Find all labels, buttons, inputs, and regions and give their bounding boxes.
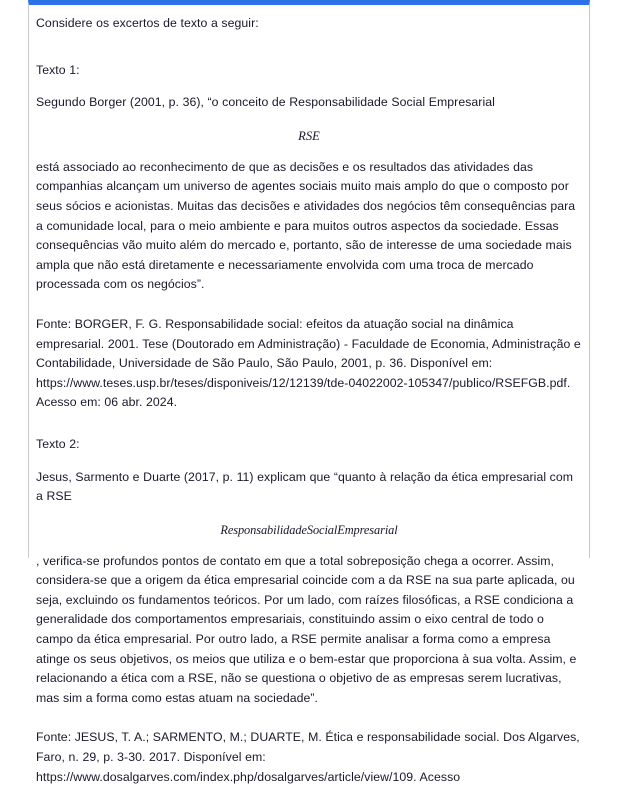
excerpt-1-source: Fonte: BORGER, F. G. Responsabilidade social: efeitos da atuação social na dinâmica empresarial. 2001. Tese (Doutorado em Administração) - Faculdade de Economia, Administração e Contabilidade, Universidade de São Paulo, São Paulo, 2001, p. 36. Disponível em: https://www.teses.usp.br/teses/disponiveis/12/12139/tde-04022002-105347/publico/RSEFGB.pdf. Acesso em: 06 abr. 2024.	[36, 316, 581, 410]
excerpt-2-body: , verifica-se profundos pontos de contato em que a total sobreposição chega a ocorrer. Assim, considera-se que a origem da ética empresarial coincide com a da RSE na sua parte aplicada, ou seja, excluindo os fundamentos teóricos. Por um lado, com raízes filosóficas, a RSE condiciona a generalidade dos comportamentos empresariais, constituindo assim o eixo central de todo o campo da ética empresarial. Por outro lado, a RSE permite analisar a forma como a empresa atinge os seus objetivos, os meios que utiliza e o bem-estar que proporciona à sua volta. Assim, e relacionando a ética com a RSE, não se questiona o objetivo de as empresas serem lucrativas, mas sim a forma como estas atuam na sociedade”.	[36, 553, 577, 705]
excerpt-1-label: Texto 1:	[36, 62, 80, 77]
excerpt-1-body: está associado ao reconhecimento de que as decisões e os resultados das atividades das companhias alcançam um universo de agentes sociais muito mais amplo do que o composto por seus sócios e acionistas. Muitas das decisões e atividades dos negócios têm consequências para a comunidade local, para o meio ambiente e para muitos outros aspectos da sociedade. Essas consequências vão muito além do mercado e, portanto, são de interesse de uma sociedade mais ampla que não está diretamente e necessariamente envolvida com uma troca de mercado processada com os negócios”.	[36, 159, 576, 292]
instruction-text: Considere os excertos de texto a seguir:	[36, 16, 259, 30]
excerpt-2-label: Texto 2:	[36, 436, 80, 451]
excerpt-2-source: Fonte: JESUS, T. A.; SARMENTO, M.; DUARTE, M. Ética e responsabilidade social. Dos Algarves, Faro, n. 29, p. 3-30. 2017. Disponível em: https://www.dosalgarves.com/index.php/dosalgarves/article/view/109. Acesso	[36, 730, 580, 784]
excerpt-1-intro: Segundo Borger (2001, p. 36), “o conceito de Responsabilidade Social Empresarial	[36, 95, 495, 110]
excerpt-1-formula: RSE	[298, 128, 320, 143]
excerpt-2-intro: Jesus, Sarmento e Duarte (2017, p. 11) explicam que “quanto à relação da ética empresarial com a RSE	[36, 469, 574, 504]
question-body	[29, 5, 589, 787]
excerpt-2-formula: ResponsabilidadeSocialEmpresarial	[220, 522, 398, 537]
question-content-card	[28, 0, 590, 784]
